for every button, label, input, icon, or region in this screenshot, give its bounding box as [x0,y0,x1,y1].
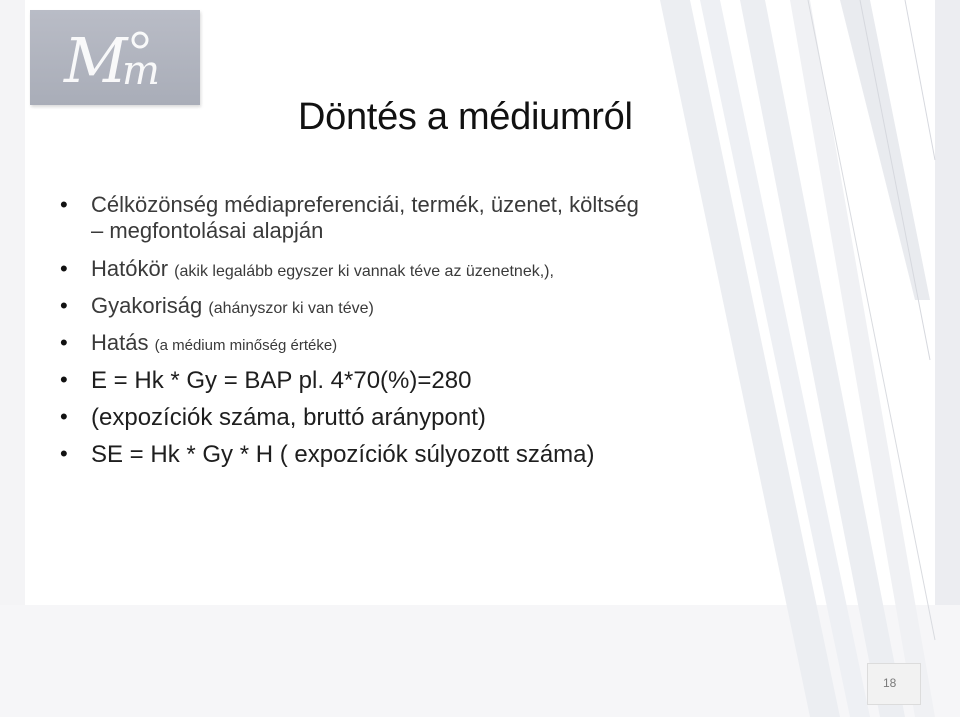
bullet-formula: SE = Hk * Gy * H ( expozíciók súlyozott száma) [91,441,595,469]
svg-text:M: M [64,24,128,97]
bullet-icon: • [60,292,68,318]
bullet-formula: E = Hk * Gy = BAP pl. 4*70(%)=280 [91,366,472,394]
bullet-icon: • [60,404,68,430]
bullet-icon: • [60,366,68,392]
bullet-term: Hatás [91,329,149,355]
mm-logo-icon [30,10,200,105]
bullet-icon: • [60,255,68,281]
bullet-item [58,293,848,319]
bullet-term: Gyakoriság [91,292,203,318]
bullet-item [58,404,848,432]
bullet-item [58,330,848,356]
bullet-text-continuation: – megfontolásai alapján [91,217,324,243]
slide-title: Döntés a médiumról [298,96,633,138]
bullet-text: Célközönség médiapreferenciái, termék, üzenet, költség [91,192,639,217]
bullet-icon: • [60,329,68,355]
bullet-icon: • [60,441,68,467]
bullet-icon: • [60,192,68,217]
bullet-note: (ahányszor ki van téve) [208,299,374,317]
bullet-item [58,256,848,282]
svg-text:m: m [122,48,160,94]
logo [30,10,200,105]
bullet-note: (akik legalább egyszer ki vannak téve az üzenetnek,), [174,262,554,280]
bullet-text: (expozíciók száma, bruttó aránypont) [91,404,486,432]
page-number: 18 [883,676,897,690]
bullet-item [58,367,848,395]
bullet-item [58,192,848,244]
bullet-term: Hatókör [91,255,169,281]
bullet-item [58,441,848,469]
bullet-list [58,192,848,479]
bullet-note: (a médium minőség értéke) [154,336,338,354]
